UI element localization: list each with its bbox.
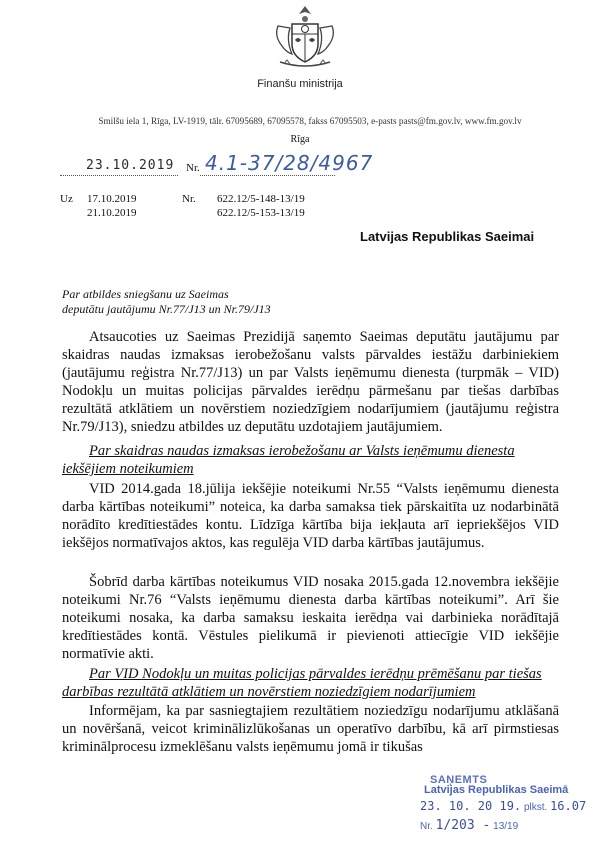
document-date: 23.10.2019 [86, 158, 175, 173]
stamp-received-label: SAŅEMTS [430, 774, 488, 786]
ministry-name: Finanšu ministrija [257, 78, 343, 90]
date-underline [60, 175, 178, 176]
paragraph-2: VID 2014.gada 18.jūlija iekšējie noteikumi Nr.55 “Valsts ieņēmumu dienesta darba kārtības noteikumi” noteica, ka darba samaksa tiek pārskaitīta uz nodarbinātā norādīto kredītiestādes kontu. Līdzīga kārtība bija iekļauta arī iepriekšējos VID iekšējos normatīvajos aktos, kas regulēja VID darba kārtības jautājumus. [62, 481, 559, 551]
subject [62, 287, 271, 317]
uz-date-1: 17.10.2019 [87, 193, 137, 205]
stamp-number-row [420, 818, 595, 833]
document-number: 4.1-37/28/4967 [205, 151, 374, 175]
paragraph-1: Atsaucoties uz Saeimas Prezidijā saņemto Saeimas deputātu jautājumu par skaidras naudas izmaksas ierobežošanu valsts pārvaldes iestāžu darbiniekiem (jautājumu reģistra Nr.77/J13) un par Valsts ieņēmumu dienesta (turpmāk – VID) Nodokļu un muitas policijas pārvaldes ierēdņu pārmešanu par tiešas darbības rezultātā atklātiem un novērstiem noziedzīgiem nodarījumiem (jautājumu reģistra Nr.79/J13), sniedzu atbildes uz deputātu uzdotajiem jautājumiem. [62, 329, 559, 435]
city: Rīga [290, 134, 310, 145]
uz-label: Uz [60, 193, 73, 205]
section-heading-1: Par skaidras naudas izmaksas ierobežošanu ar Valsts ieņēmumu dienesta iekšējiem noteikumiem [62, 443, 515, 477]
stamp-title: Latvijas Republikas Saeimā [424, 784, 569, 796]
addressee: Latvijas Republikas Saeimai [360, 229, 535, 244]
nr-label: Nr. [186, 162, 200, 174]
stamp-plkst-label: plkst. [523, 802, 548, 813]
subject-line-2: deputātu jautājumu Nr.77/J13 un Nr.79/J13 [62, 302, 271, 316]
subject-line-1: Par atbildes sniegšanu uz Saeimas [62, 287, 229, 301]
stamp-date: 23. 10. 20 19. [420, 799, 522, 813]
stamp-time: 16.07 [550, 799, 587, 813]
paragraph-4: Informējam, ka par sasniegtajiem rezultātiem noziedzīgu nodarījumu atklāšanā un novēršanā, veicot kriminālizlūkošanas un operatīvo darbību, kā arī pirmstiesas kriminālprocesu izmeklēšanu valsts ieņēmumu jomā ir tikušas [62, 703, 559, 755]
received-stamp [420, 774, 595, 840]
reference-1: 622.12/5-148-13/19 [217, 193, 305, 205]
coat-of-arms-icon [270, 4, 340, 70]
stamp-nr-label: Nr. [420, 821, 433, 832]
uz-date-2: 21.10.2019 [87, 207, 137, 219]
stamp-number: 1/203 - [435, 818, 491, 833]
reference-2: 622.12/5-153-13/19 [217, 207, 305, 219]
nr-label-2: Nr. [182, 193, 196, 205]
number-underline [200, 175, 335, 176]
stamp-date-row [420, 799, 595, 813]
contact-line: Smilšu iela 1, Rīga, LV-1919, tālr. 67095689, 67095578, fakss 67095503, e-pasts pasts@fm.gov.lv, www.fm.gov.lv [98, 116, 522, 126]
stamp-nr-suffix: 13/19 [493, 821, 519, 832]
paragraph-3: Šobrīd darba kārtības noteikumus VID nosaka 2015.gada 12.novembra iekšējie noteikumi Nr.76 “Valsts ieņēmumu dienesta darba kārtības noteikumi”. Arī šie noteikumi nosaka, ka darba samaksu ieskaita ierēdņa vai darbinieka norādītajā kredītiestādes kontā. Vēstules pielikumā ir pievienoti attiecīgie VID iekšējie normatīvie akti. [62, 574, 559, 662]
section-heading-2: Par VID Nodokļu un muitas policijas pārvaldes ierēdņu prēmēšanu par tiešas darbības rezultātā atklātiem un novērstiem noziedzīgiem nodarījumiem [62, 666, 542, 700]
